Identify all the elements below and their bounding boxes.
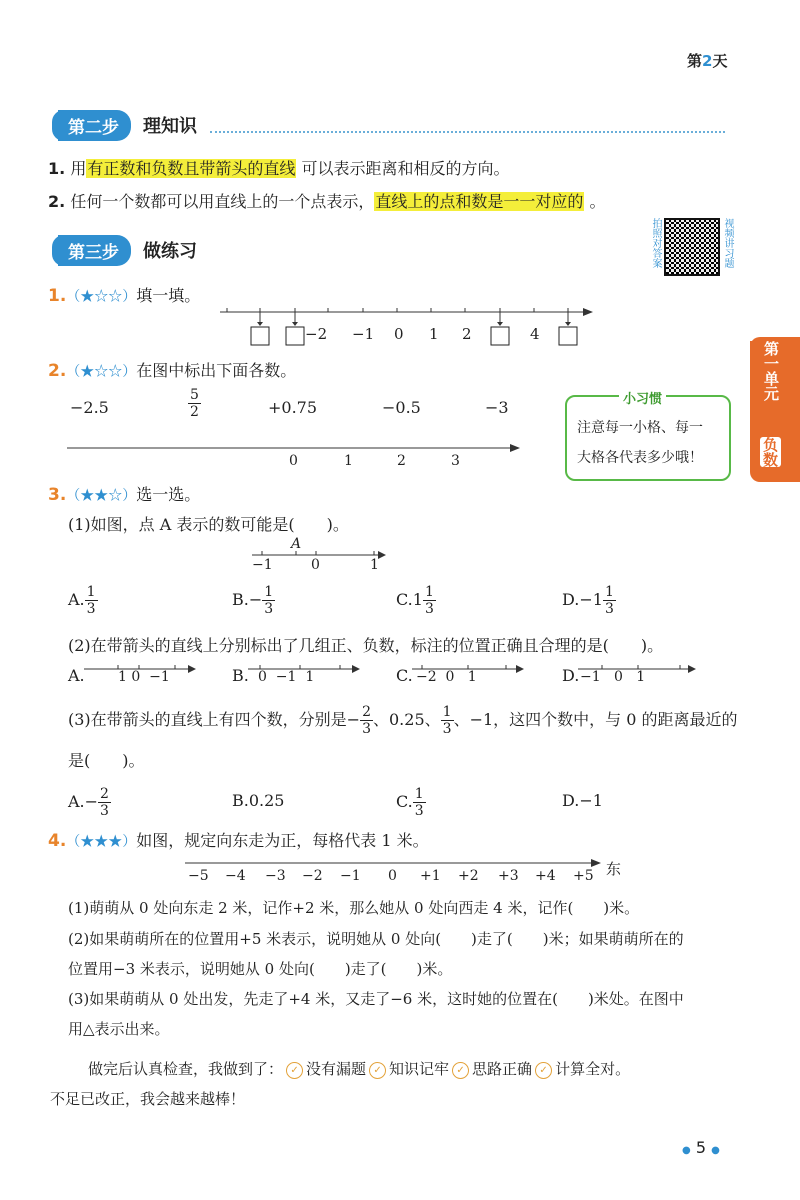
self-check-line2: 不足已改正，我会越来越棒！ [50,1090,246,1108]
self-check: 做完后认真检查，我做到了： ✓ 没有漏题 ✓ 知识记牢 ✓ 思路正确 ✓ 计算全对。 [88,1060,631,1078]
check-icon: ✓ [452,1062,469,1079]
q3-part3: (3)在带箭头的直线上有四个数，分别是− $\frac{2}{3}$ 、0.25、 $\frac{1}{3}$ 、−1，这四个数中，与 0 的距离最近的 [68,704,738,737]
q1-label: 4 [530,325,540,343]
q3-p3-option-b[interactable]: B.0.25 [232,791,285,810]
q3-p2-option[interactable]: C. −2 0 1 [396,660,526,690]
habit-tip-box [565,392,731,481]
q4-axis-label: +4 [535,868,556,884]
qr-code[interactable] [664,218,720,276]
q4-heading: 4.（★★★）如图，规定向东走为正，每格代表 1 米。 [48,831,429,851]
unit-side-tab [750,337,800,482]
point-a-label: A [291,536,302,552]
q4-axis-label: −3 [265,868,286,884]
q3-p2-option[interactable]: D. −1 0 1 [562,660,697,690]
step2-title: 理知识 [143,116,197,137]
q2-axis-label: 2 [397,453,406,469]
q1-label: 2 [462,325,472,343]
q4-part1: (1)萌萌从 0 处向东走 2 米，记作+2 米，那么她从 0 处向西走 4 米，记作( )米。 [68,899,640,917]
q2-value: +0.75 [268,398,318,417]
q2-axis-label: 1 [344,453,353,469]
q3-part3-line2: 是( )。 [68,751,145,770]
unit-topic: 负数 [761,437,779,467]
q4-axis-label: −1 [340,868,361,884]
q1-heading: 1.（★☆☆）填一填。 [48,286,201,306]
east-label: 东 [606,860,622,878]
q4-part2-line2: 位置用−3 米表示，说明她从 0 处向( )走了( )米。 [68,960,453,978]
q3-p2-option[interactable]: A. 1 0 −1 [68,660,198,690]
q3-p3-option-a[interactable]: A.− $\frac{2}{3}$ [68,786,109,819]
q2-heading: 2.（★☆☆）在图中标出下面各数。 [48,361,297,381]
q3-part2: (2)在带箭头的直线上分别标出了几组正、负数，标注的位置正确且合理的是( )。 [68,636,664,655]
step3-badge: 第三步 [58,235,131,266]
check-icon: ✓ [369,1062,386,1079]
q4-part3: (3)如果萌萌从 0 处出发，先走了+4 米，又走了−6 米，这时她的位置在( )米处。在图中 [68,990,684,1008]
check-icon: ✓ [286,1062,303,1079]
q4-part2: (2)如果萌萌所在的位置用+5 米表示，说明她从 0 处向( )走了( )米；如果萌萌所在的 [68,930,684,948]
q4-axis-label: +3 [498,868,519,884]
tip-line: 注意每一小格、每一 [577,420,703,436]
q3-p1-option-a[interactable]: A. $\frac{1}{3}$ [68,584,96,617]
knowledge-point-2: 2. 任何一个数都可以用直线上的一个点表示，直线上的点和数是一一对应的 。 [48,192,606,211]
day-label: 第2天 [687,52,728,70]
q3-p1-tick: 0 [311,557,320,573]
tip-line: 大格各代表多少哦！ [577,450,703,466]
qr-label-left: 拍照对答案 [650,218,661,268]
q2-axis-label: 0 [289,453,298,469]
q2-value: −2.5 [70,398,109,417]
q3-p2-option[interactable]: B. 0 −1 1 [232,660,362,690]
check-icon: ✓ [535,1062,552,1079]
q4-axis-label: +5 [573,868,594,884]
q3-p3-option-c[interactable]: C. $\frac{1}{3}$ [396,786,424,819]
q3-p1-option-b[interactable]: B.− $\frac{1}{3}$ [232,584,274,617]
unit-label: 第一单元 [750,341,782,429]
q4-axis-label: −4 [225,868,246,884]
q2-axis-label: 3 [451,453,460,469]
step3-title: 做练习 [143,241,197,262]
q4-axis-label: −5 [188,868,209,884]
section-divider [210,131,725,133]
q2-value-fraction: $\frac{5}{2}$ [190,387,199,420]
q4-axis-labels [188,868,608,888]
page-number: ● 5 ● [682,1138,720,1157]
q1-label: −2 [305,325,328,343]
q4-axis-label: −2 [302,868,323,884]
q1-label: 0 [394,325,404,343]
q3-p1-option-c[interactable]: C.1 $\frac{1}{3}$ [396,584,434,617]
q4-axis-label: +2 [458,868,479,884]
q3-part1: (1)如图，点 A 表示的数可能是( )。 [68,515,349,534]
q3-p1-option-d[interactable]: D.−1 $\frac{1}{3}$ [562,584,614,617]
q3-p1-tick: 1 [370,557,379,573]
step2-badge: 第二步 [58,110,131,141]
q3-heading: 3.（★★☆）选一选。 [48,485,201,505]
tip-title: 小习惯 [619,388,666,407]
q4-axis-label: 0 [388,868,397,884]
qr-label-right: 视频讲习题 [722,218,733,268]
q3-p1-tick: −1 [252,557,273,573]
q4-axis-label: +1 [420,868,441,884]
q3-p3-option-d[interactable]: D.−1 [562,791,603,810]
q1-label: 1 [429,325,439,343]
q4-part3-line2: 用△表示出来。 [68,1020,170,1038]
q2-value: −3 [485,398,509,417]
knowledge-point-1: 1. 用有正数和负数且带箭头的直线 可以表示距离和相反的方向。 [48,159,510,178]
q1-label: −1 [352,325,375,343]
q2-value: −0.5 [382,398,421,417]
